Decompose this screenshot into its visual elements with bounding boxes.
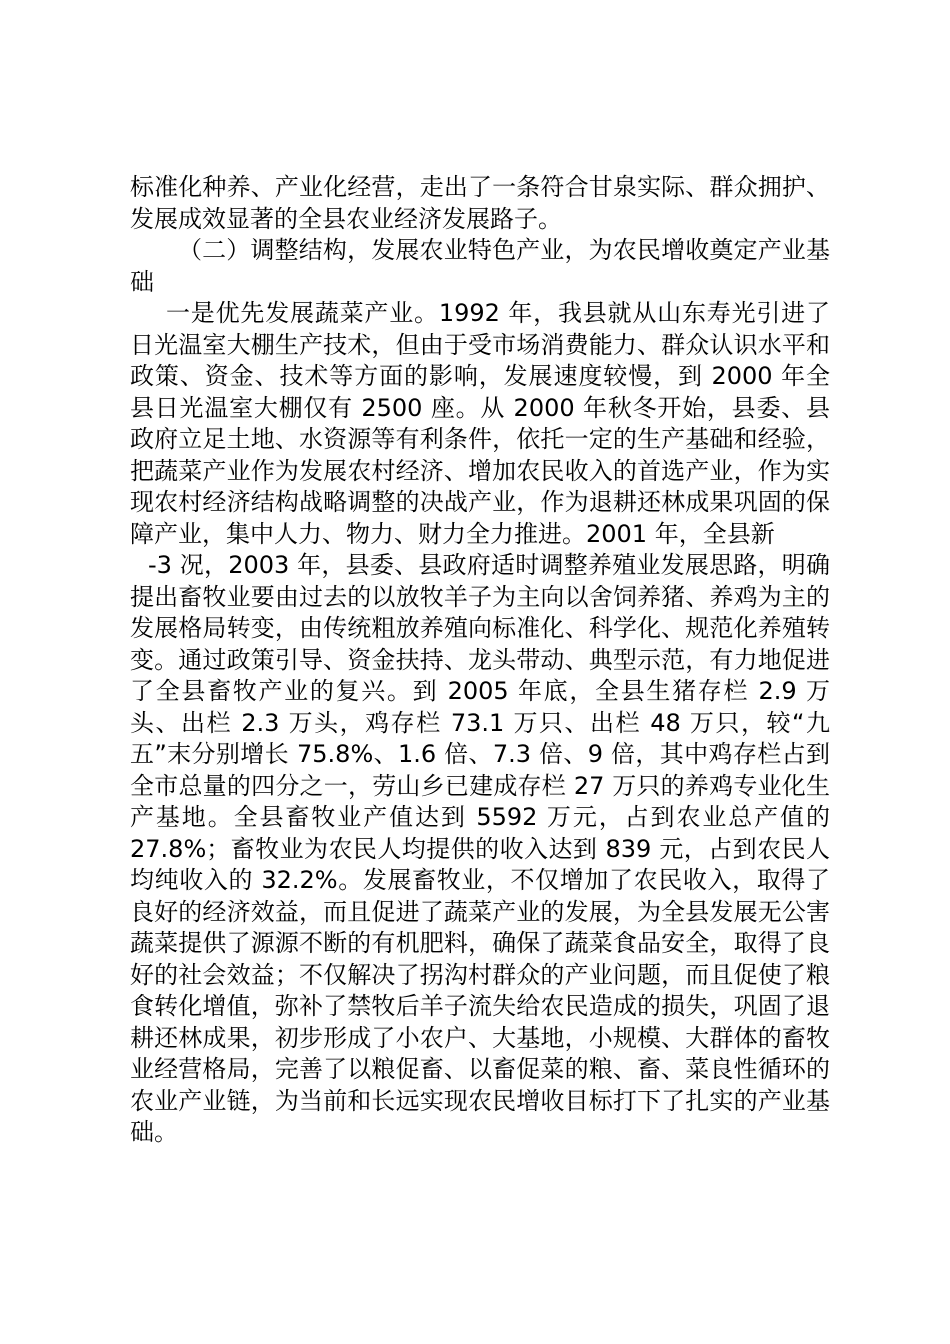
paragraph-vegetable-industry: 一是优先发展蔬菜产业。1992 年，我县就从山东寿光引进了日光温室大棚生产技术，但由于受市场消费能力、群众认识水平和政策、资金、技术等方面的影响，发展速度较慢，到 2000 年全县日光温室大棚仅有 2500 座。从 2000 年秋冬开始，县委、县政府立足土地、水资源等有利条件，依托一定的生产基础和经验，把蔬菜产业作为发展农村经济、增加农民收入的首选产业，作为实现农村经济结构战略调整的决战产业，作为退耕还林成果巩固的保障产业，集中人力、物力、财力全力推进。2001 年，全县新 bbox=[130, 299, 830, 548]
paragraph-continuation: 标准化种养、产业化经营，走出了一条符合甘泉实际、群众拥护、发展成效显著的全县农业经济发展路子。 bbox=[130, 173, 830, 233]
paragraph-livestock-industry: -3 况，2003 年，县委、县政府适时调整养殖业发展思路，明确提出畜牧业要由过去的以放牧羊子为主向以舍饲养猪、养鸡为主的发展格局转变，由传统粗放养殖向标准化、科学化、规范化养殖转变。通过政策引导、资金扶持、龙头带动、典型示范，有力地促进了全县畜牧产业的复兴。到 2005 年底，全县生猪存栏 2.9 万头、出栏 2.3 万头，鸡存栏 73.1 万只、出栏 48 万只，较“九五”末分别增长 75.8%、1.6 倍、7.3 倍、9 倍，其中鸡存栏占到全市总量的四分之一，劳山乡已建成存栏 27 万只的养鸡专业化生产基地。全县畜牧业产值达到 5592 万元，占到农业总产值的 27.8%；畜牧业为农民人均提供的收入达到 839 元，占到农民人均纯收入的 32.2%。发展畜牧业，不仅增加了农民收入，取得了良好的经济效益，而且促进了蔬菜产业的发展，为全县发展无公害蔬菜提供了源源不断的有机肥料，确保了蔬菜食品安全，取得了良好的社会效益；不仅解决了拐沟村群众的产业问题，而且促使了粮食转化增值，弥补了禁牧后羊子流失给农民造成的损失，巩固了退耕还林成果，初步形成了小农户、大基地，小规模、大群体的畜牧业经营格局，完善了以粮促畜、以畜促菜的粮、畜、菜良性循环的农业产业链，为当前和长远实现农民增收目标打下了扎实的产业基础。 bbox=[130, 551, 830, 1146]
document-body bbox=[130, 172, 830, 1149]
section-heading: （二）调整结构，发展农业特色产业，为农民增收奠定产业基础 bbox=[130, 236, 830, 296]
